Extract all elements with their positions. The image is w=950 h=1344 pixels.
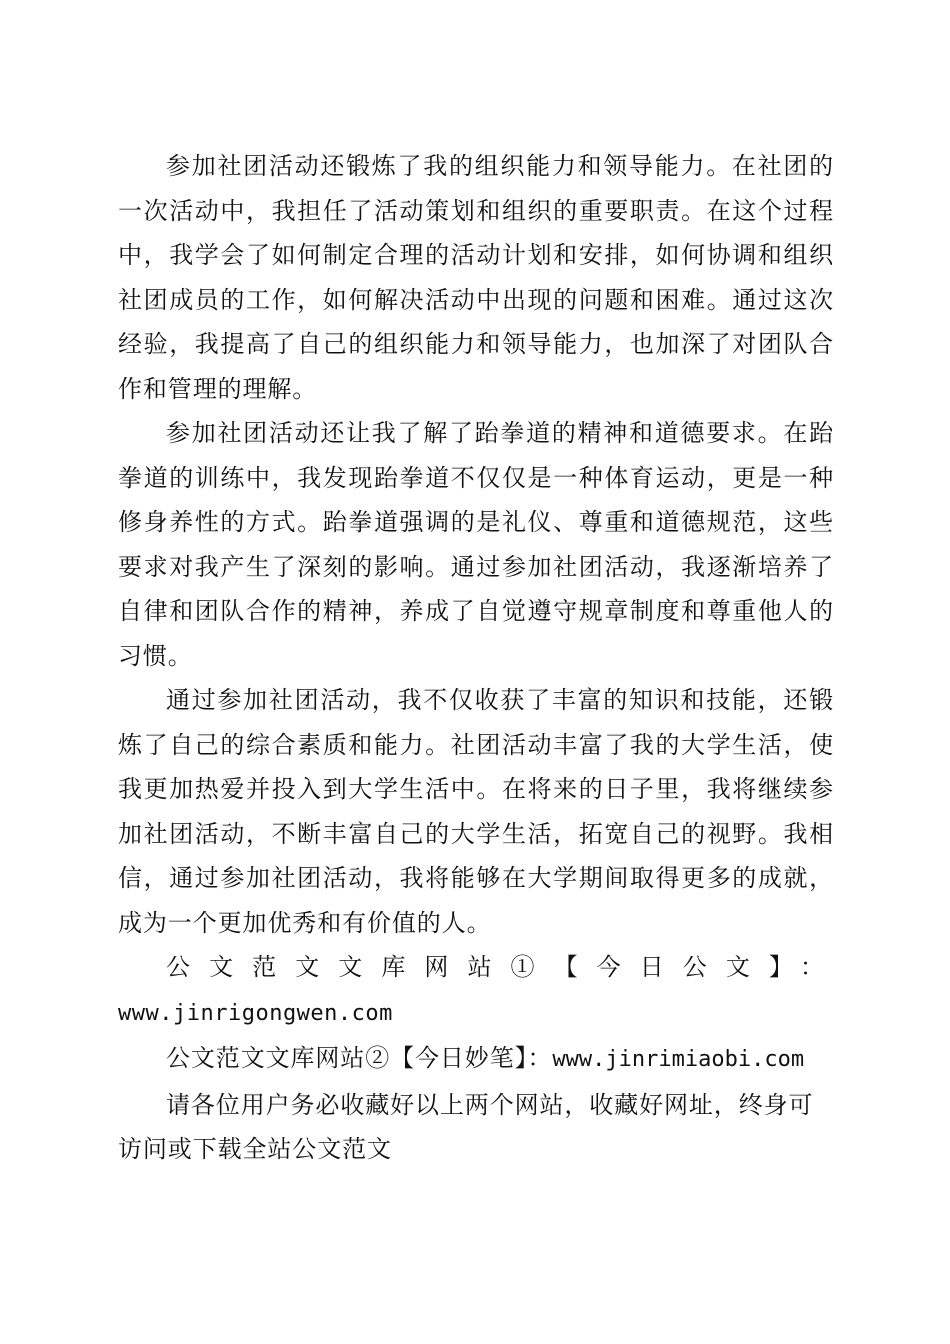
site-two-line — [118, 1036, 834, 1083]
site-one-url[interactable]: www.jinrigongwen.com — [118, 1000, 393, 1026]
bookmark-notice: 请各位用户务必收藏好以上两个网站，收藏好网址，终身可访问或下载全站公文范文 — [118, 1090, 814, 1163]
paragraph-conclusion: 通过参加社团活动，我不仅收获了丰富的知识和技能，还锻炼了自己的综合素质和能力。社团活动丰富了我的大学生活，使我更加热爱并投入到大学生活中。在将来的日子里，我将继续参加社团活动，不断丰富自己的大学生活，拓宽自己的视野。我相信，通过参加社团活动，我将能够在大学期间取得更多的成就，成为一个更加优秀和有价值的人。 — [118, 686, 834, 937]
paragraph-organization: 参加社团活动还锻炼了我的组织能力和领导能力。在社团的一次活动中，我担任了活动策划和组织的重要职责。在这个过程中，我学会了如何制定合理的活动计划和安排，如何协调和组织社团成员的工作，如何解决活动中出现的问题和困难。通过这次经验，我提高了自己的组织能力和领导能力，也加深了对团队合作和管理的理解。 — [118, 152, 834, 403]
site-two-label: 公文范文文库网站②【今日妙笔】： — [166, 1044, 553, 1072]
document-body — [118, 144, 834, 1172]
site-one-line — [118, 945, 834, 1036]
site-two-url[interactable]: www.jinrimiaobi.com — [552, 1047, 805, 1072]
paragraph-taekwondo-spirit: 参加社团活动还让我了解了跆拳道的精神和道德要求。在跆拳道的训练中，我发现跆拳道不仅仅是一种体育运动，更是一种修身养性的方式。跆拳道强调的是礼仪、尊重和道德规范，这些要求对我产生了深刻的影响。通过参加社团活动，我逐渐培养了自律和团队合作的精神，养成了自觉遵守规章制度和尊重他人的习惯。 — [118, 419, 834, 670]
site-one-label: 公文范文文库网站①【今日公文】： — [166, 953, 834, 981]
